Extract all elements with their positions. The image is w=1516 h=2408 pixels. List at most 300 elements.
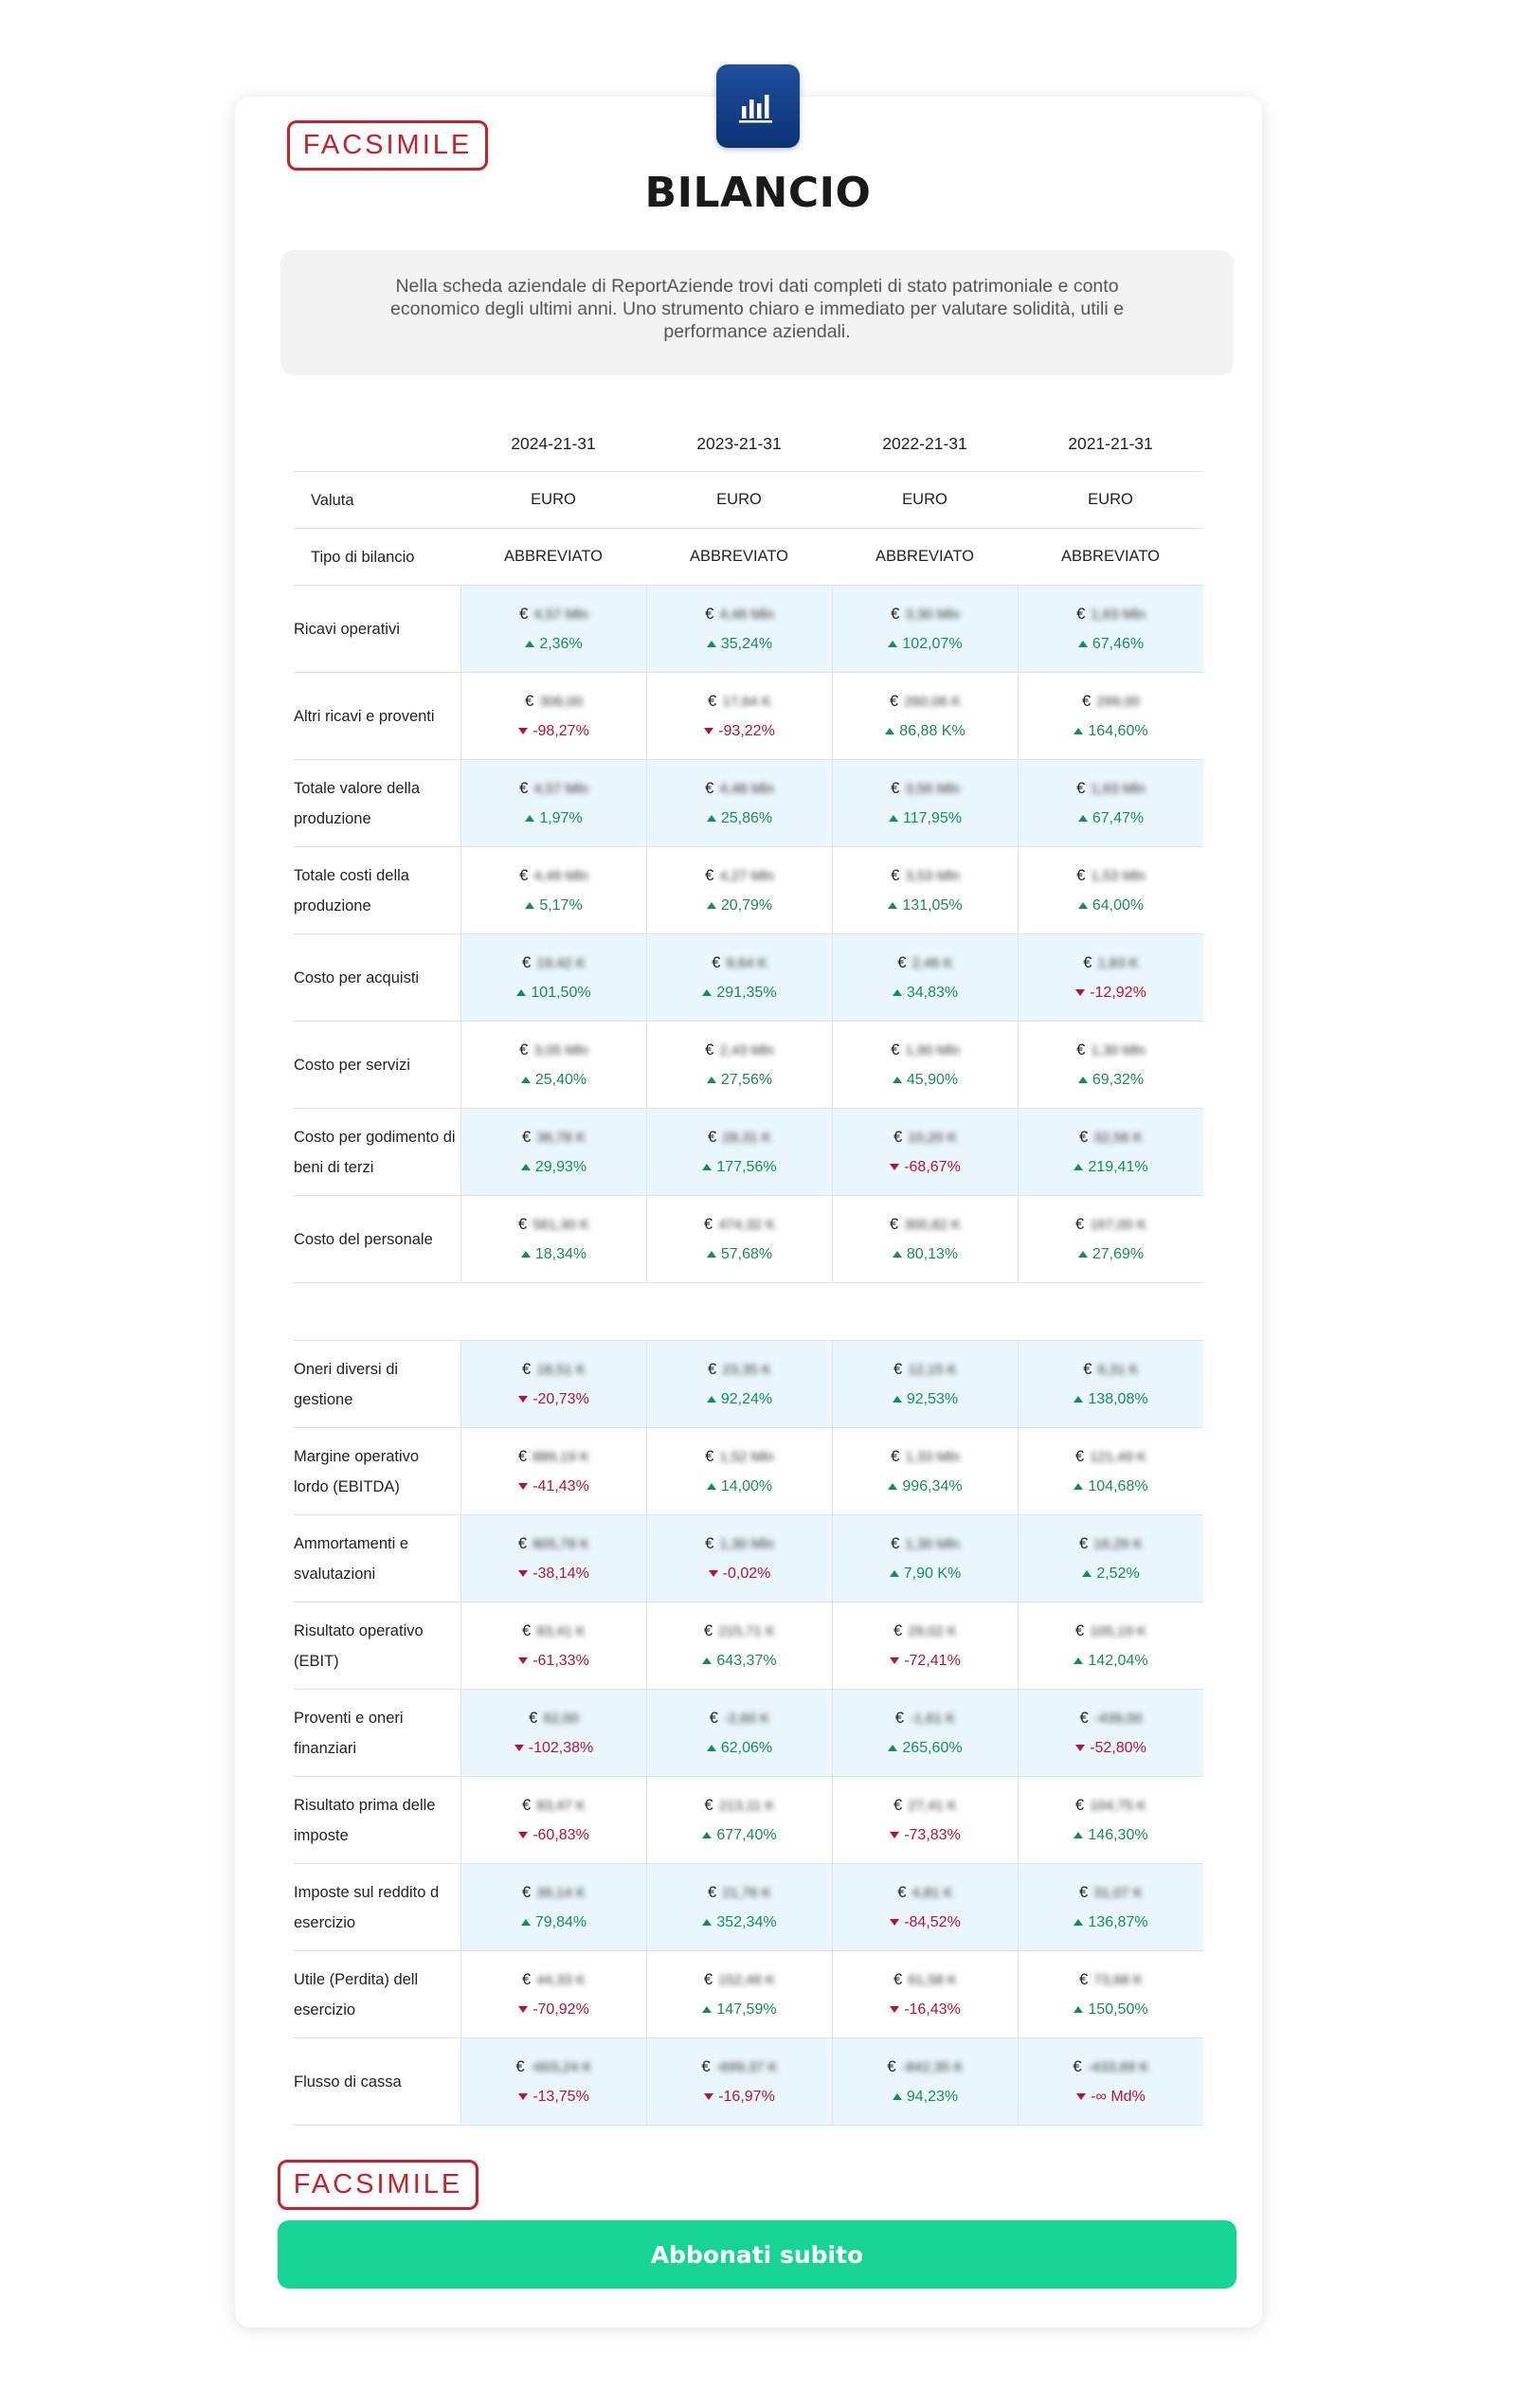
amount-value: 104,75 K (1090, 1798, 1147, 1814)
change-percent: 62,06% (720, 1739, 773, 1756)
table-row (294, 1515, 1203, 1602)
triangle-up-icon (521, 1077, 531, 1083)
amount-value: 29,02 K (908, 1623, 957, 1639)
amount-value: 4,57 Mln (533, 781, 588, 797)
amount-value: 18,51 K (536, 1362, 586, 1378)
value-cell (832, 1690, 1018, 1776)
value-cell (832, 760, 1018, 846)
change-indicator (1075, 1739, 1146, 1758)
triangle-up-icon (1082, 1570, 1092, 1577)
value-cell (832, 673, 1018, 759)
amount (1076, 1041, 1146, 1061)
change-indicator (702, 1158, 776, 1177)
amount-value: 105,19 K (1090, 1623, 1147, 1639)
amount (893, 1970, 957, 1991)
currency-symbol: € (1079, 1971, 1089, 1988)
currency-symbol: € (708, 1129, 717, 1146)
change-percent: 265,60% (902, 1739, 963, 1756)
table-row (294, 760, 1203, 847)
value-cell (646, 1196, 832, 1282)
value-cell (646, 1109, 832, 1195)
amount (705, 866, 774, 887)
amount-value: -439,00 (1093, 1711, 1143, 1727)
currency-symbol: € (705, 1535, 714, 1552)
triangle-up-icon (521, 1251, 531, 1258)
amount-value: 27,41 K (908, 1798, 957, 1814)
row-label: Costo per acquisti (294, 969, 420, 987)
table-row (294, 1864, 1203, 1951)
value-cell (460, 1690, 646, 1776)
bar-chart-icon (716, 64, 800, 148)
value-cell (1018, 1515, 1203, 1602)
value-cell (832, 1022, 1018, 1108)
value-cell (460, 1341, 646, 1427)
amount-value: 1,63 Mln (1091, 607, 1146, 623)
change-indicator (707, 1390, 772, 1409)
amount-value: 805,78 K (532, 1536, 590, 1552)
row-label: Utile (Perdita) dell esercizio (294, 1970, 419, 2019)
table-row (294, 2038, 1203, 2126)
amount (705, 1447, 774, 1468)
amount (708, 1128, 771, 1149)
change-percent: 291,35% (716, 984, 777, 1001)
change-indicator (893, 1245, 958, 1264)
row-label: Tipo di bilancio (311, 548, 415, 566)
change-indicator (1074, 1477, 1147, 1496)
triangle-up-icon (893, 1396, 902, 1403)
amount-value: 4,57 Mln (533, 607, 588, 623)
currency-symbol: € (891, 1041, 900, 1059)
table-row (294, 1777, 1203, 1864)
value-cell (1018, 1341, 1203, 1427)
triangle-up-icon (1074, 2006, 1083, 2013)
currency-symbol: € (1079, 1710, 1089, 1727)
change-percent: 18,34% (534, 1245, 587, 1262)
triangle-up-icon (889, 815, 898, 822)
currency-symbol: € (522, 1129, 532, 1146)
change-indicator (890, 1652, 961, 1671)
change-indicator (1082, 1565, 1139, 1584)
value-cell (460, 1196, 646, 1282)
value-cell (832, 586, 1018, 672)
triangle-up-icon (1074, 1396, 1083, 1403)
change-indicator (518, 2088, 589, 2107)
currency-symbol: € (889, 1216, 899, 1233)
amount (1073, 2057, 1148, 2078)
value-cell (646, 1951, 832, 2037)
change-percent: 92,24% (720, 1390, 773, 1407)
currency-symbol: € (522, 1884, 532, 1901)
amount (705, 779, 774, 800)
subscribe-button[interactable]: Abbonati subito (278, 2220, 1236, 2289)
currency-symbol: € (705, 1041, 714, 1059)
value-cell (1018, 1951, 1203, 2037)
amount (891, 779, 960, 800)
value-cell (460, 673, 646, 759)
triangle-up-icon (893, 989, 902, 996)
value-cell (460, 1951, 646, 2037)
value-cell (832, 1109, 1018, 1195)
amount (1076, 779, 1146, 800)
value-cell (1018, 673, 1203, 759)
value-cell (832, 1428, 1018, 1514)
amount (1079, 1709, 1142, 1729)
change-indicator (707, 635, 772, 654)
table-row (294, 1690, 1203, 1777)
change-indicator (893, 984, 958, 1003)
amount (704, 1621, 775, 1642)
amount-value: 10,20 K (908, 1130, 957, 1146)
triangle-up-icon (1078, 1077, 1088, 1083)
change-percent: 7,90 K% (903, 1565, 962, 1582)
change-indicator (890, 2001, 961, 2019)
change-percent: 147,59% (716, 2001, 777, 2018)
amount (897, 953, 953, 974)
change-percent: 996,34% (902, 1477, 963, 1494)
change-indicator (888, 896, 962, 915)
change-indicator (1078, 896, 1144, 915)
amount (1075, 1447, 1146, 1468)
amount (529, 1709, 579, 1729)
triangle-up-icon (888, 1745, 897, 1751)
amount (522, 1883, 586, 1904)
amount (1076, 866, 1146, 887)
change-percent: -0,02% (722, 1565, 771, 1582)
amount-value: 2,43 Mln (719, 1042, 774, 1059)
currency-symbol: € (891, 780, 900, 797)
row-label: Risultato operativo (EBIT) (294, 1621, 424, 1670)
amount (897, 1883, 953, 1904)
value-cell (646, 1428, 832, 1514)
change-percent: 138,08% (1088, 1390, 1148, 1407)
triangle-up-icon (893, 1251, 902, 1258)
amount (893, 1360, 957, 1381)
value-cell (460, 586, 646, 672)
currency-symbol: € (891, 1535, 900, 1552)
change-indicator (702, 1826, 776, 1845)
change-percent: -93,22% (718, 722, 775, 739)
amount-value: 44,33 K (536, 1972, 586, 1988)
amount-value: 1,33 Mln (905, 1449, 960, 1465)
row-label: Proventi e oneri finanziari (294, 1709, 404, 1757)
currency-symbol: € (893, 1129, 903, 1146)
value-cell (1018, 1777, 1203, 1863)
change-indicator (890, 1565, 961, 1584)
value-cell (460, 760, 646, 846)
value-cell (460, 1777, 646, 1863)
triangle-up-icon (702, 1832, 712, 1838)
amount (891, 605, 960, 625)
currency-symbol: € (1076, 606, 1086, 623)
value-cell (1018, 1196, 1203, 1282)
change-percent: 67,47% (1092, 809, 1145, 826)
change-percent: 27,56% (720, 1071, 773, 1088)
table-row (294, 673, 1203, 760)
change-percent: -68,67% (904, 1158, 961, 1175)
amount (710, 1709, 770, 1729)
amount (1083, 1360, 1139, 1381)
triangle-down-icon (890, 1919, 899, 1926)
amount (525, 692, 583, 713)
triangle-up-icon (525, 641, 534, 647)
change-percent: 146,30% (1088, 1826, 1148, 1843)
table-row (294, 934, 1203, 1022)
amount-value: 3,05 Mln (533, 1042, 588, 1059)
value-cell (646, 586, 832, 672)
change-percent: 219,41% (1088, 1158, 1148, 1175)
value-cell (832, 1341, 1018, 1427)
triangle-down-icon (890, 1657, 899, 1664)
triangle-up-icon (707, 1077, 716, 1083)
table-row (294, 1951, 1203, 2038)
triangle-up-icon (888, 1483, 897, 1490)
change-indicator (514, 1739, 594, 1758)
currency-symbol: € (703, 1216, 713, 1233)
currency-symbol: € (529, 1710, 538, 1727)
change-indicator (890, 1826, 961, 1845)
amount-value: 1,63 Mln (1091, 781, 1146, 797)
amount-value: 4,49 Mln (533, 868, 588, 884)
amount-value: 121,49 K (1090, 1449, 1147, 1465)
year-2023: 2023-21-31 (696, 434, 782, 453)
currency-symbol: € (705, 606, 714, 623)
change-indicator (1078, 809, 1144, 828)
amount (1075, 1215, 1146, 1236)
change-indicator (518, 1652, 589, 1671)
value-cell (460, 847, 646, 933)
currency-symbol: € (891, 1448, 900, 1465)
change-indicator (707, 1739, 772, 1758)
currency-symbol: € (701, 2058, 711, 2075)
amount-value: 1,30 Mln (719, 1536, 774, 1552)
value-cell (460, 1602, 646, 1689)
triangle-up-icon (707, 1396, 716, 1403)
change-percent: 142,04% (1088, 1652, 1148, 1669)
year-2022: 2022-21-31 (882, 434, 967, 453)
amount (893, 1796, 957, 1817)
triangle-up-icon (888, 902, 897, 909)
value-cell (460, 1109, 646, 1195)
change-percent: 14,00% (720, 1477, 773, 1494)
amount-value: 61,58 K (908, 1972, 957, 1988)
change-indicator (1078, 1071, 1144, 1090)
value-cell (646, 1777, 832, 1863)
value-cell (646, 760, 832, 846)
amount (1079, 1883, 1143, 1904)
change-percent: 64,00% (1092, 896, 1145, 914)
amount-value: 6,31 K (1097, 1362, 1139, 1378)
change-indicator (890, 1913, 961, 1932)
change-indicator (707, 896, 772, 915)
change-indicator (1074, 722, 1147, 741)
change-percent: 2,52% (1096, 1565, 1140, 1582)
change-indicator (521, 1245, 587, 1264)
amount (1079, 1128, 1143, 1149)
value-cell (1018, 1690, 1203, 1776)
row-label: Ricavi operativi (294, 620, 400, 638)
table-row (294, 1341, 1203, 1428)
row-label: Costo per godimento di beni di terzi (294, 1128, 456, 1176)
amount-value: 3,53 Mln (905, 868, 960, 884)
change-percent: 643,37% (716, 1652, 777, 1669)
change-percent: 101,50% (531, 984, 591, 1001)
currency-symbol: € (887, 2058, 896, 2075)
currency-symbol: € (891, 606, 900, 623)
value-cell (1018, 2038, 1203, 2125)
currency-symbol: € (517, 1448, 528, 1465)
change-indicator (1074, 1390, 1147, 1409)
row-label: Valuta (311, 491, 354, 509)
amount (522, 1128, 586, 1149)
change-indicator (702, 1652, 776, 1671)
amount-value: 1,90 Mln (905, 1042, 960, 1059)
amount (522, 1360, 586, 1381)
currency-symbol: € (522, 1971, 532, 1988)
change-indicator (518, 1390, 589, 1409)
amount (701, 2057, 777, 2078)
change-percent: -73,83% (904, 1826, 961, 1843)
amount (519, 779, 588, 800)
triangle-up-icon (521, 1164, 531, 1170)
value-cell (460, 1864, 646, 1950)
change-percent: 79,84% (534, 1913, 587, 1930)
triangle-down-icon (518, 2006, 528, 2013)
triangle-up-icon (702, 1657, 712, 1664)
table-row (294, 847, 1203, 934)
amount-value: -1,61 K (909, 1711, 956, 1727)
change-indicator (889, 809, 962, 828)
row-label: Margine operativo lordo (EBITDA) (294, 1447, 420, 1495)
value-cell (832, 847, 1018, 933)
triangle-up-icon (702, 989, 712, 996)
currency-symbol: € (703, 1622, 713, 1639)
amount (1079, 1534, 1143, 1555)
change-percent: -20,73% (532, 1390, 589, 1407)
value-cell (832, 1196, 1018, 1282)
change-percent: 102,07% (902, 635, 963, 652)
value-cell (646, 1602, 832, 1689)
change-percent: 86,88 K% (899, 722, 966, 739)
change-percent: 34,83% (906, 984, 959, 1001)
change-indicator (890, 1158, 961, 1177)
amount-value: 83,41 K (536, 1623, 586, 1639)
row-label: Flusso di cassa (294, 2073, 402, 2091)
amount (1079, 1970, 1143, 1991)
currency-symbol: € (1083, 1361, 1092, 1378)
change-percent: -52,80% (1090, 1739, 1146, 1756)
change-percent: 352,34% (716, 1913, 777, 1930)
value-cell (1018, 1602, 1203, 1689)
currency-symbol: € (1081, 693, 1092, 710)
facsimile-stamp: FACSIMILE (287, 120, 488, 171)
currency-symbol: € (1079, 1884, 1089, 1901)
amount-value: 17,64 K (722, 694, 771, 710)
value-cell (460, 934, 646, 1021)
triangle-up-icon (1074, 1164, 1083, 1170)
triangle-up-icon (707, 815, 716, 822)
change-percent: -72,41% (904, 1652, 961, 1669)
triangle-up-icon (707, 902, 716, 909)
amount (1075, 1796, 1146, 1817)
value-cell (646, 1341, 832, 1427)
change-percent: 57,68% (720, 1245, 773, 1262)
amount (522, 953, 586, 974)
value-cell (832, 934, 1018, 1021)
change-percent: -41,43% (532, 1477, 589, 1494)
amount-value: 152,46 K (718, 1972, 776, 1988)
triangle-up-icon (516, 989, 526, 996)
amount-value: 39,14 K (536, 1885, 586, 1901)
currency-symbol: € (1076, 867, 1086, 884)
change-percent: 150,50% (1088, 2001, 1148, 2018)
amount-value: 21,76 K (722, 1885, 771, 1901)
amount-value: 474,32 K (718, 1217, 776, 1233)
amount-value: 83,47 K (536, 1798, 586, 1814)
change-percent: -60,83% (532, 1826, 589, 1843)
change-percent: 45,90% (906, 1071, 959, 1088)
change-percent: -38,14% (532, 1565, 589, 1582)
change-percent: 1,97% (539, 809, 583, 826)
amount-value: 4,81 K (911, 1885, 953, 1901)
triangle-up-icon (702, 2006, 712, 2013)
change-indicator (707, 1071, 772, 1090)
amount (519, 1041, 588, 1061)
triangle-up-icon (885, 728, 894, 734)
change-indicator (1074, 1158, 1147, 1177)
change-percent: 67,46% (1092, 635, 1145, 652)
change-indicator (1075, 984, 1146, 1003)
change-indicator (1074, 1652, 1147, 1671)
change-percent: -16,97% (718, 2088, 775, 2105)
amount (705, 605, 774, 625)
amount-value: 260,06 K (904, 694, 962, 710)
amount-value: 36,78 K (536, 1130, 586, 1146)
triangle-up-icon (1078, 902, 1088, 909)
triangle-down-icon (1076, 2093, 1086, 2100)
amount (712, 953, 767, 974)
amount-value: 300,82 K (904, 1217, 962, 1233)
currency-symbol: € (897, 1884, 907, 1901)
amount (522, 1970, 586, 1991)
amount-value: 561,30 K (532, 1217, 590, 1233)
currency-symbol: € (897, 954, 907, 971)
amount-value: 31,07 K (1093, 1885, 1143, 1901)
amount-value: -842,35 K (901, 2059, 964, 2075)
currency-symbol: € (894, 1710, 904, 1727)
currency-symbol: € (1073, 2058, 1082, 2075)
change-indicator (707, 809, 772, 828)
currency-symbol: € (1076, 780, 1086, 797)
triangle-down-icon (704, 2093, 713, 2100)
amount (891, 1041, 960, 1061)
value-cell (646, 934, 832, 1021)
currency-symbol: € (519, 1041, 529, 1059)
currency-symbol: € (519, 867, 529, 884)
currency-symbol: € (1074, 1622, 1085, 1639)
amount-value: 306,00 (539, 694, 584, 710)
amount (705, 1041, 774, 1061)
amount-value: 299,00 (1096, 694, 1141, 710)
triangle-down-icon (890, 1164, 899, 1170)
change-indicator (525, 896, 582, 915)
change-indicator (518, 1565, 589, 1584)
amount-value: 62,00 (543, 1711, 579, 1727)
value-cell (1018, 1022, 1203, 1108)
change-percent: -13,75% (532, 2088, 589, 2105)
change-percent: -102,38% (528, 1739, 594, 1756)
change-indicator (707, 1245, 772, 1264)
change-percent: 104,68% (1088, 1477, 1148, 1494)
